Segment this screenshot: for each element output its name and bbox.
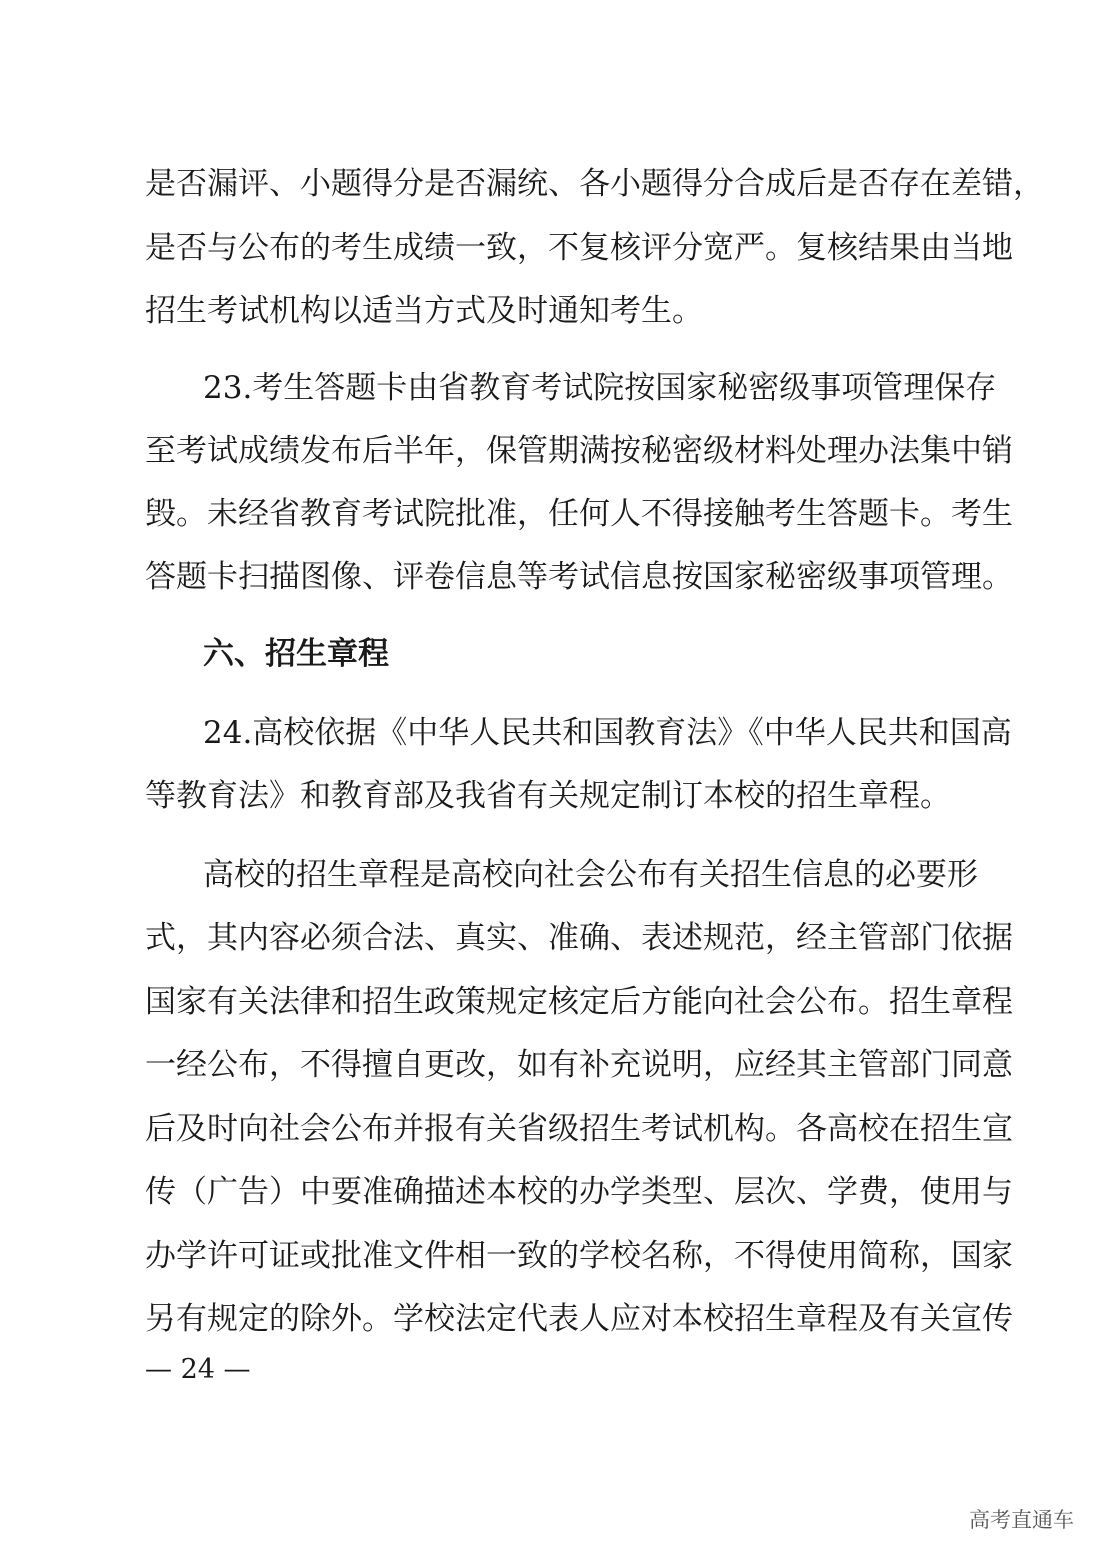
body-text-line: 高校的招生章程是高校向社会公布有关招生信息的必要形 — [203, 857, 978, 893]
body-text-line: 后及时向社会公布并报有关省级招生考试机构。各高校在招生宣 — [145, 1111, 1013, 1147]
body-text-line: 至考试成绩发布后半年，保管期满按秘密级材料处理办法集中销 — [145, 433, 1013, 469]
body-text-line: 等教育法》和教育部及我省有关规定制订本校的招生章程。 — [145, 778, 951, 814]
body-text-line: 办学许可证或批准文件相一致的学校名称，不得使用简称，国家 — [145, 1238, 1013, 1274]
body-text-line: 毁。未经省教育考试院批准，任何人不得接触考生答题卡。考生 — [145, 496, 1013, 532]
body-text-line: 国家有关法律和招生政策规定核定后方能向社会公布。招生章程 — [145, 984, 1013, 1020]
body-text-line: 24.高校依据《中华人民共和国教育法》《中华人民共和国高 — [203, 715, 1012, 751]
body-text-line: 答题卡扫描图像、评卷信息等考试信息按国家秘密级事项管理。 — [145, 559, 1013, 595]
page-number: — 24 — — [145, 1354, 251, 1385]
body-text-line: 招生考试机构以适当方式及时通知考生。 — [145, 293, 703, 329]
body-text-line: 式，其内容必须合法、真实、准确、表述规范，经主管部门依据 — [145, 920, 1013, 956]
body-text-line: 一经公布，不得擅自更改，如有补充说明，应经其主管部门同意 — [145, 1047, 1013, 1083]
body-text-line: 另有规定的除外。学校法定代表人应对本校招生章程及有关宣传 — [145, 1301, 1013, 1337]
watermark-text: 高考直通车 — [969, 1508, 1074, 1532]
section-heading: 六、招生章程 — [203, 636, 389, 672]
body-text-line: 23.考生答题卡由省教育考试院按国家秘密级事项管理保存 — [203, 370, 997, 406]
body-text-line: 是否与公布的考生成绩一致，不复核评分宽严。复核结果由当地 — [145, 230, 1013, 266]
body-text-line: 是否漏评、小题得分是否漏统、各小题得分合成后是否存在差错， — [145, 166, 1044, 202]
body-text-line: 传（广告）中要准确描述本校的办学类型、层次、学费，使用与 — [145, 1174, 1013, 1210]
